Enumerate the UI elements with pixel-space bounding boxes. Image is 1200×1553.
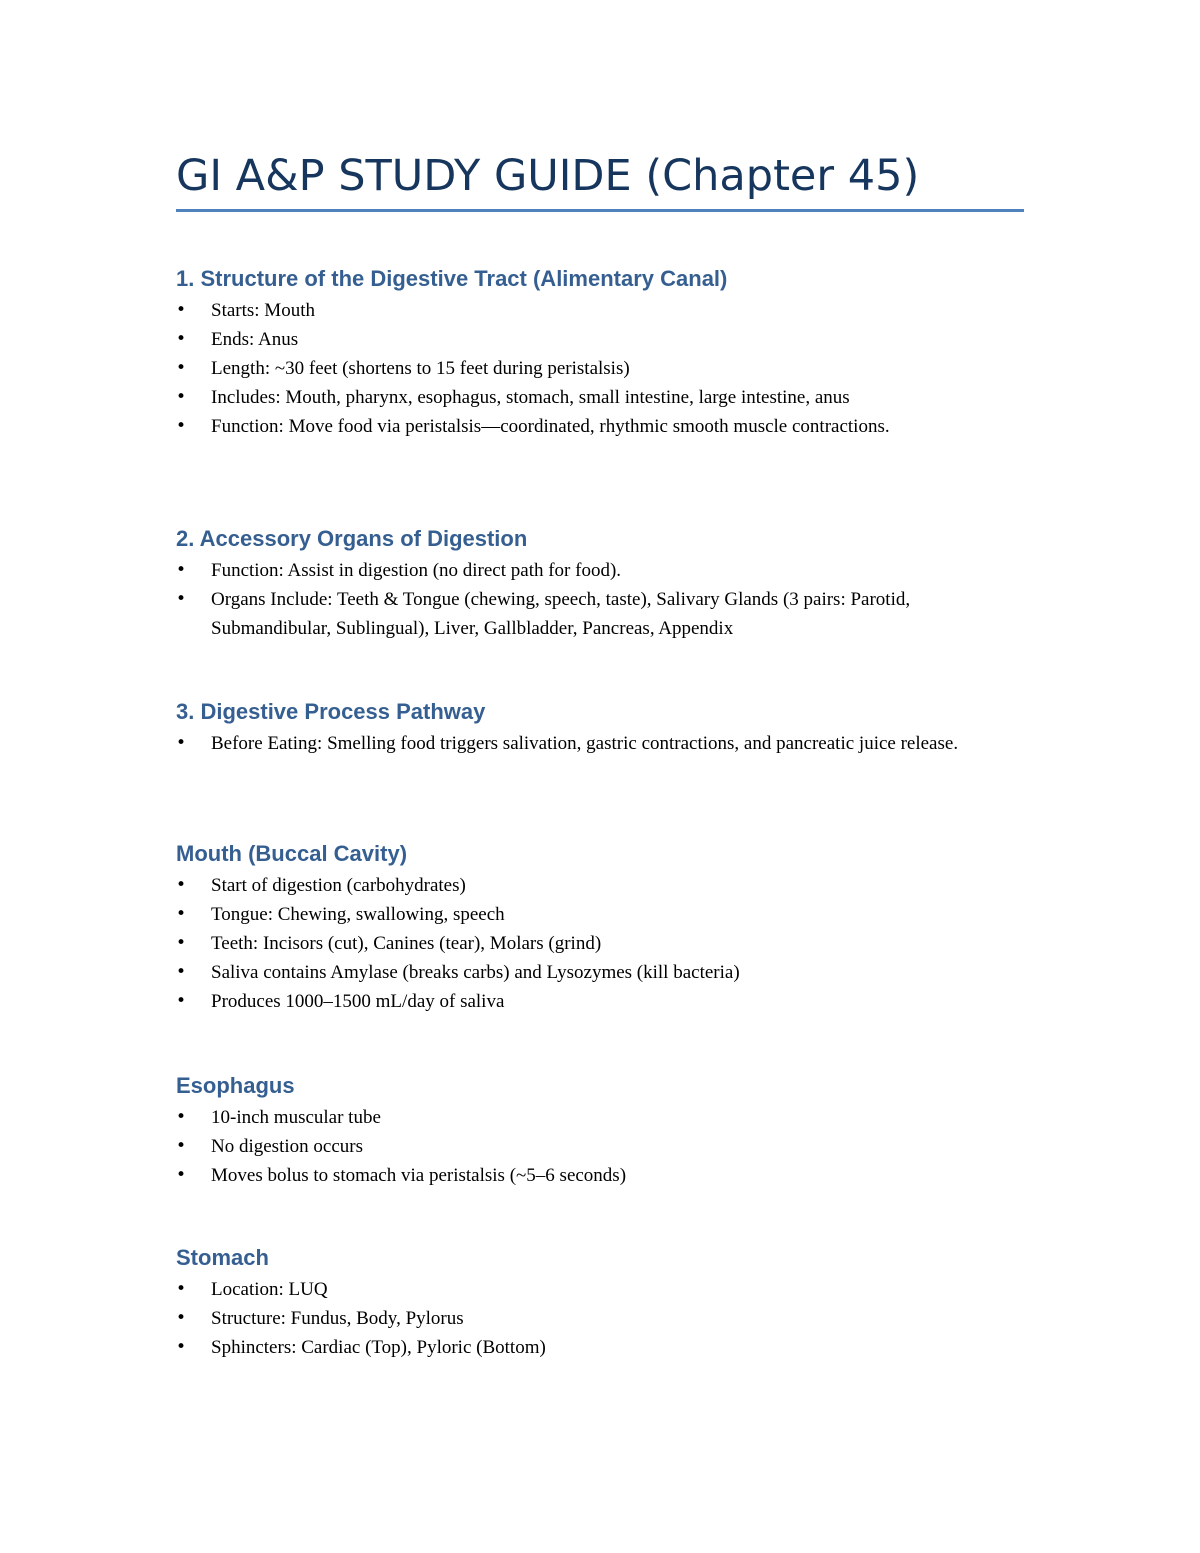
bullet-list bbox=[176, 556, 1024, 643]
list-item: • Location: LUQ bbox=[176, 1275, 1024, 1304]
section-stomach bbox=[176, 1243, 1024, 1362]
bullet-list bbox=[176, 296, 1024, 441]
list-item: • Teeth: Incisors (cut), Canines (tear), Molars (grind) bbox=[176, 929, 1024, 958]
bullet-list bbox=[176, 1103, 1024, 1190]
list-item: • Includes: Mouth, pharynx, esophagus, stomach, small intestine, large intestine, anus bbox=[176, 383, 1024, 412]
list-item: • Structure: Fundus, Body, Pylorus bbox=[176, 1304, 1024, 1333]
section-heading: 3. Digestive Process Pathway bbox=[176, 699, 486, 724]
section-heading: Stomach bbox=[176, 1245, 269, 1270]
section-accessory-organs bbox=[176, 524, 1024, 643]
document-title: GI A&P STUDY GUIDE (Chapter 45) bbox=[176, 151, 920, 201]
section-heading: 1. Structure of the Digestive Tract (Alimentary Canal) bbox=[176, 266, 728, 291]
section-heading: Esophagus bbox=[176, 1073, 295, 1098]
list-item: • No digestion occurs bbox=[176, 1132, 1024, 1161]
section-esophagus bbox=[176, 1071, 1024, 1190]
list-item: • Tongue: Chewing, swallowing, speech bbox=[176, 900, 1024, 929]
list-item: • Organs Include: Teeth & Tongue (chewing, speech, taste), Salivary Glands (3 pairs: Parotid, Submandibular, Sublingual), Liver, Gallbladder, Pancreas, Appendix bbox=[176, 585, 1024, 643]
list-item: • Function: Move food via peristalsis—coordinated, rhythmic smooth muscle contractions. bbox=[176, 412, 1024, 441]
bullet-list bbox=[176, 729, 1024, 758]
section-heading: 2. Accessory Organs of Digestion bbox=[176, 526, 528, 551]
bullet-list bbox=[176, 871, 1024, 1016]
list-item: • Produces 1000–1500 mL/day of saliva bbox=[176, 987, 1024, 1016]
section-heading: Mouth (Buccal Cavity) bbox=[176, 841, 408, 866]
list-item: • Starts: Mouth bbox=[176, 296, 1024, 325]
list-item: • Start of digestion (carbohydrates) bbox=[176, 871, 1024, 900]
list-item: • 10-inch muscular tube bbox=[176, 1103, 1024, 1132]
list-item: • Sphincters: Cardiac (Top), Pyloric (Bottom) bbox=[176, 1333, 1024, 1362]
list-item: • Function: Assist in digestion (no direct path for food). bbox=[176, 556, 1024, 585]
title-underline bbox=[176, 209, 1024, 212]
section-mouth bbox=[176, 839, 1024, 1016]
bullet-list bbox=[176, 1275, 1024, 1362]
list-item: • Saliva contains Amylase (breaks carbs) and Lysozymes (kill bacteria) bbox=[176, 958, 1024, 987]
list-item: • Moves bolus to stomach via peristalsis (~5–6 seconds) bbox=[176, 1161, 1024, 1190]
list-item: • Ends: Anus bbox=[176, 325, 1024, 354]
list-item: • Before Eating: Smelling food triggers salivation, gastric contractions, and pancreatic juice release. bbox=[176, 729, 1024, 758]
section-digestive-tract-structure bbox=[176, 264, 1024, 441]
section-digestive-process-pathway bbox=[176, 697, 1024, 758]
list-item: • Length: ~30 feet (shortens to 15 feet during peristalsis) bbox=[176, 354, 1024, 383]
